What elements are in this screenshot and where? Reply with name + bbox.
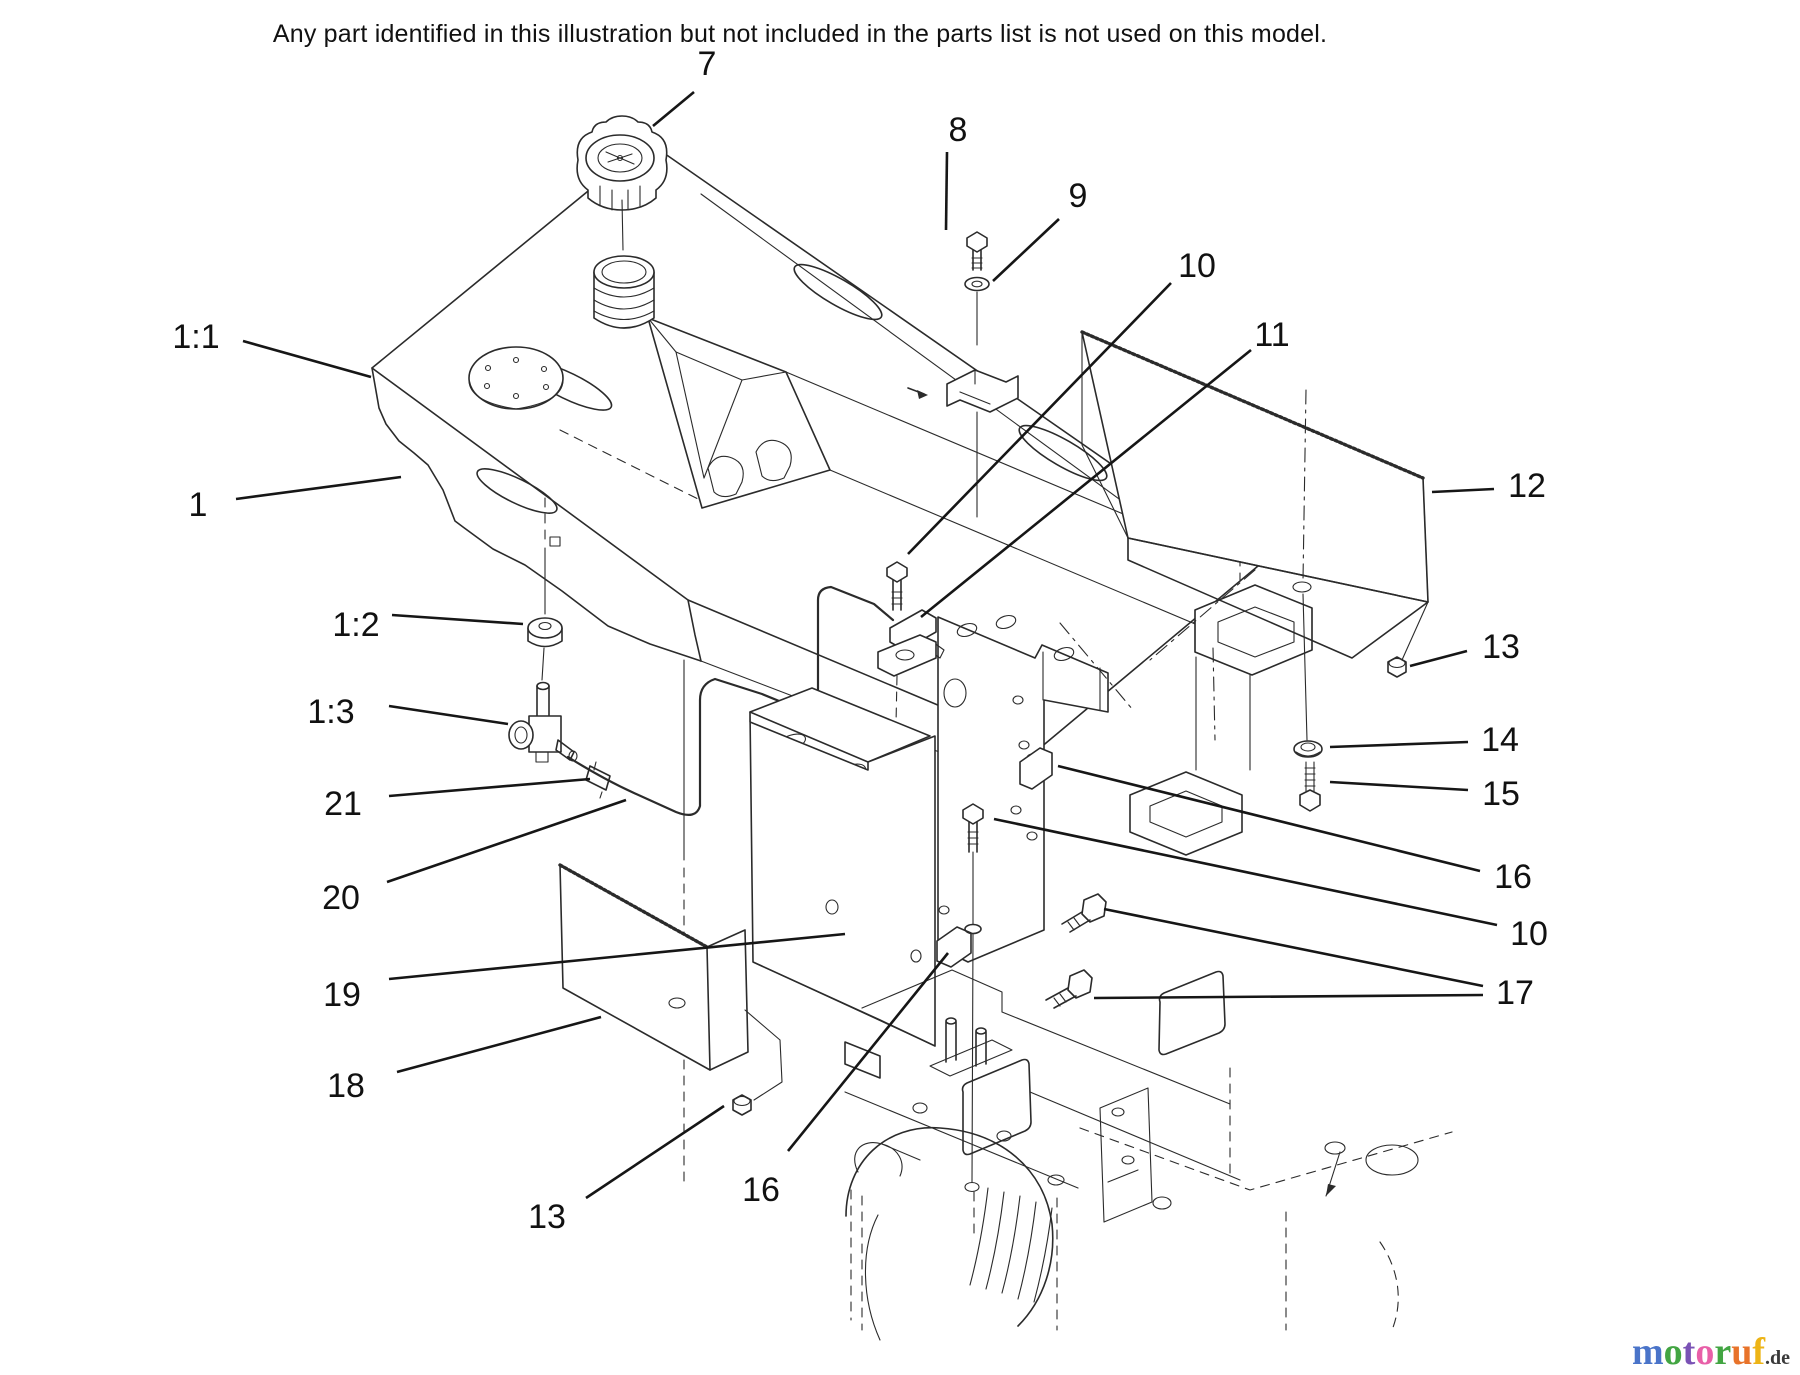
leader-line-14 [1330, 742, 1468, 747]
part-label-10b: 10 [1510, 915, 1548, 953]
leader-line-1:2 [392, 615, 523, 624]
washer-14 [1294, 741, 1322, 757]
part-label-1:3: 1:3 [307, 693, 355, 731]
part-label-20: 20 [322, 879, 360, 917]
watermark-suffix: .de [1765, 1347, 1790, 1369]
part-label-16b: 16 [742, 1171, 780, 1209]
leader-line-10b [994, 819, 1497, 925]
leader-line-7 [653, 92, 694, 126]
part-label-10a: 10 [1178, 247, 1216, 285]
nut-13-bottom [733, 1095, 751, 1115]
watermark-letter: o [1695, 1331, 1715, 1373]
leader-line-1:1 [243, 341, 371, 377]
leader-line-21 [389, 779, 590, 796]
watermark-letter: u [1731, 1331, 1753, 1373]
part-label-13a: 13 [1482, 628, 1520, 666]
part-label-19: 19 [323, 976, 361, 1014]
leader-line-12 [1432, 489, 1494, 492]
part-label-9: 9 [1068, 177, 1088, 215]
leader-line-13b [586, 1106, 724, 1198]
watermark-letter: r [1714, 1331, 1732, 1373]
leader-line-17-1 [1094, 995, 1483, 998]
leader-line-18 [397, 1017, 601, 1072]
watermark-letter: t [1682, 1331, 1696, 1373]
leader-line-13a [1410, 651, 1467, 666]
part-label-18: 18 [327, 1067, 365, 1105]
fuel-grommet [528, 498, 562, 680]
part-label-14: 14 [1481, 721, 1519, 759]
part-label-1: 1 [188, 486, 208, 524]
leader-line-17 [1104, 909, 1483, 986]
bolt-17-lower [1046, 970, 1092, 1008]
watermark-letter: f [1752, 1331, 1765, 1373]
engine-deck [845, 970, 1452, 1222]
part-label-17: 17 [1496, 974, 1534, 1012]
filler-neck [594, 256, 654, 328]
leader-line-1:3 [389, 706, 508, 724]
part-label-15: 15 [1482, 775, 1520, 813]
watermark-letter: o [1663, 1331, 1683, 1373]
part-label-21: 21 [324, 785, 362, 823]
part-label-16a: 16 [1494, 858, 1532, 896]
watermark-logo [1632, 1333, 1790, 1371]
part-label-7: 7 [697, 45, 717, 83]
washer-9 [965, 278, 989, 346]
parts-list-notice: Any part identified in this illustration but not included in the parts list is not used on this model. [272, 20, 1328, 48]
leader-line-16a [1058, 766, 1480, 871]
part-label-1:2: 1:2 [332, 606, 380, 644]
leader-line-9 [993, 219, 1059, 281]
leader-line-15 [1330, 782, 1468, 790]
channel-bracket-lower [1130, 657, 1250, 855]
bolt-17-upper [1062, 894, 1106, 932]
heat-shield-left [560, 865, 782, 1100]
fuel-gauge-plate [469, 347, 563, 409]
leader-line-20 [387, 800, 626, 882]
bolt-8 [967, 232, 987, 270]
bolt-15 [1300, 762, 1320, 811]
nut-13-right [1388, 657, 1406, 677]
leader-line-1 [236, 477, 401, 499]
part-label-11: 11 [1254, 316, 1290, 354]
fuel-valve [509, 683, 577, 763]
part-label-12: 12 [1508, 467, 1546, 505]
heat-shield-right [1082, 332, 1428, 740]
part-label-13b: 13 [528, 1198, 566, 1236]
watermark-letter: m [1632, 1331, 1664, 1373]
leader-line-8 [946, 152, 947, 230]
part-label-8: 8 [948, 111, 968, 149]
part-label-1:1: 1:1 [172, 318, 220, 356]
